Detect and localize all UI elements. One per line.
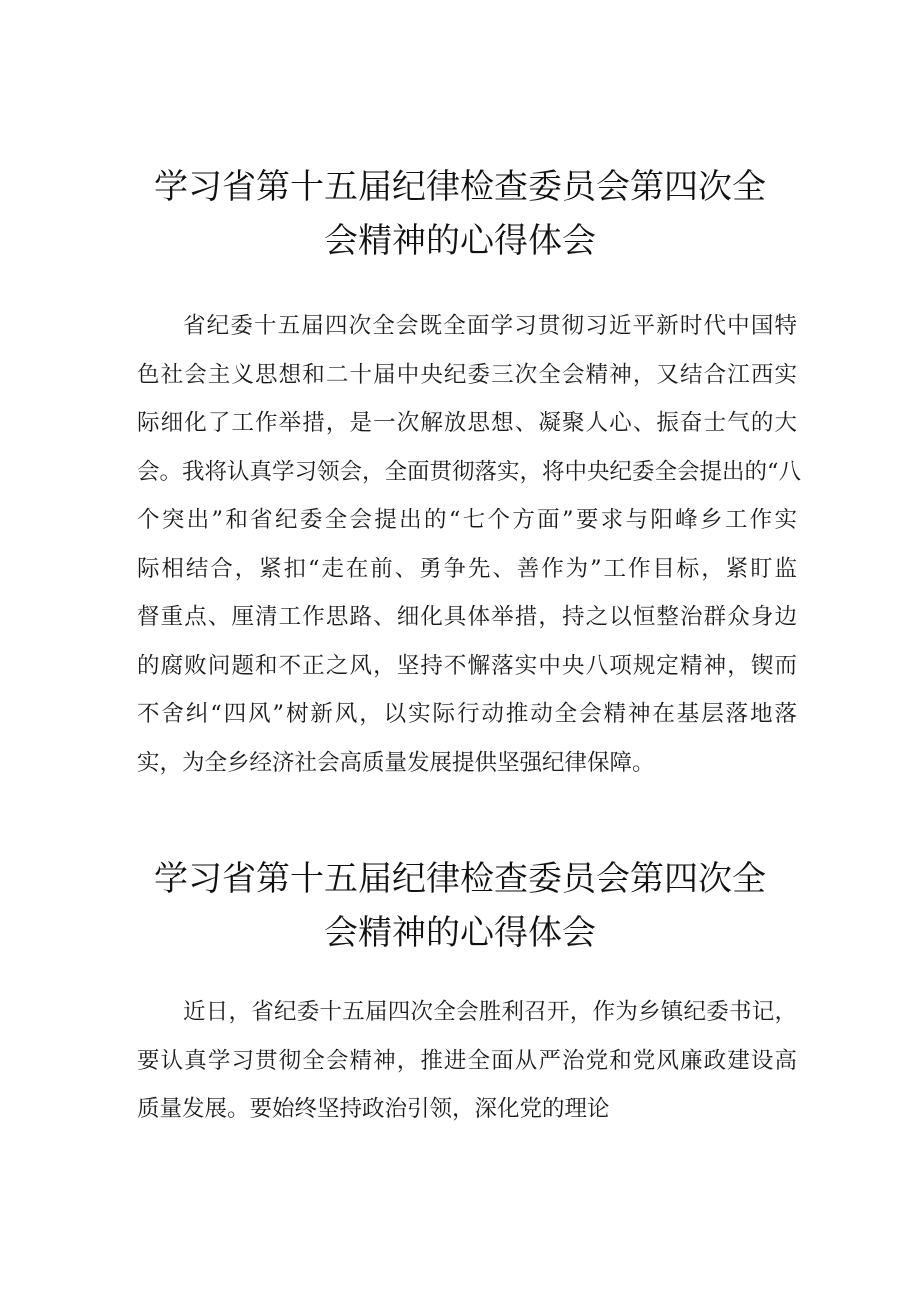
body-line: 省纪委十五届四次全会既全面学习贯彻习近平新时代中国特 bbox=[183, 313, 797, 339]
article-title-1 bbox=[120, 160, 800, 268]
article-body-2 bbox=[137, 988, 797, 1134]
body-line: 际相结合，紧扣“走在前、勇争先、善作为”工作目标，紧盯监 bbox=[137, 555, 797, 582]
body-line: 质量发展。要始终坚持政治引领，深化党的理论 bbox=[137, 1096, 610, 1122]
body-line: 不舍纠“四风”树新风，以实际行动推动全会精神在基层落地落 bbox=[137, 701, 797, 727]
article-body-1 bbox=[137, 302, 802, 787]
body-line: 近日，省纪委十五届四次全会胜利召开，作为乡镇纪委书记， bbox=[183, 999, 797, 1025]
title-line: 学习省第十五届纪律检查委员会第四次全 bbox=[154, 167, 766, 207]
body-line: 督重点、厘清工作思路、细化具体举措，持之以恒整治群众身边 bbox=[137, 604, 797, 630]
body-line: 要认真学习贯彻全会精神，推进全面从严治党和党风廉政建设高 bbox=[137, 1047, 797, 1074]
article-title-2 bbox=[120, 852, 800, 960]
body-line: 个突出”和省纪委全会提出的“七个方面”要求与阳峰乡工作实 bbox=[137, 507, 797, 533]
title-line: 学习省第十五届纪律检查委员会第四次全 bbox=[154, 859, 766, 899]
body-line: 会。我将认真学习领会，全面贯彻落实，将中央纪委全会提出的“八 bbox=[137, 458, 802, 485]
title-line: 会精神的心得体会 bbox=[324, 221, 596, 261]
body-line: 色社会主义思想和二十届中央纪委三次全会精神，又结合江西实 bbox=[137, 361, 797, 388]
body-line: 的腐败问题和不正之风，坚持不懈落实中央八项规定精神，锲而 bbox=[137, 652, 797, 679]
body-line: 际细化了工作举措，是一次解放思想、凝聚人心、振奋士气的大 bbox=[137, 410, 797, 436]
title-line: 会精神的心得体会 bbox=[324, 913, 596, 953]
body-line: 实，为全乡经济社会高质量发展提供坚强纪律保障。 bbox=[137, 749, 655, 776]
